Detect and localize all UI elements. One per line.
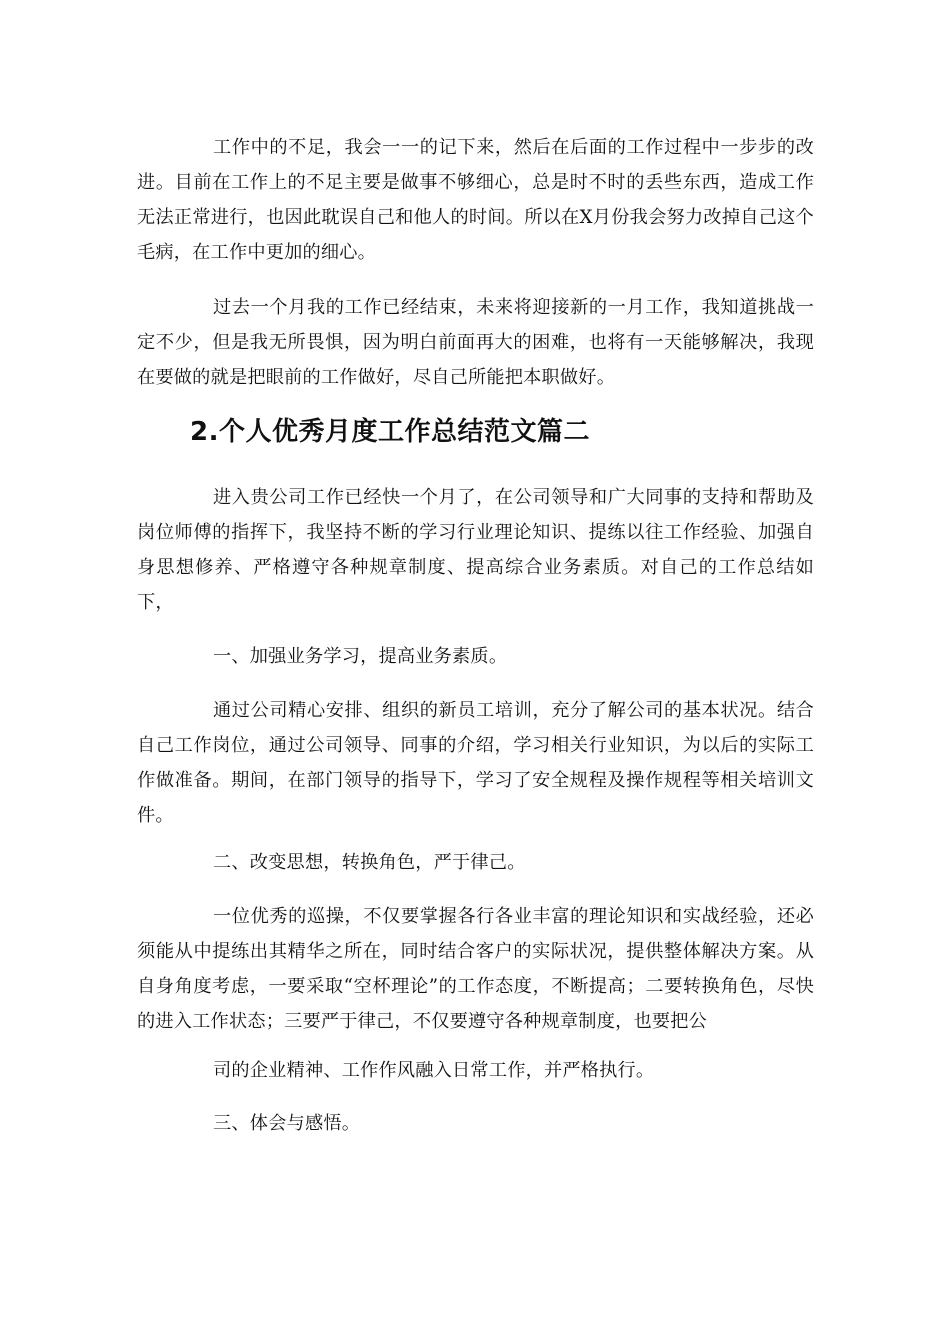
paragraph-section-two-title: 二、改变思想，转换角色，严于律己。 [213, 852, 526, 873]
paragraph-intro: 进入贵公司工作已经快一个月了，在公司领导和广大同事的支持和帮助及岗位师傅的指挥下，我坚持不断的学习行业理论知识、提练以往工作经验、加强自身思想修养、严格遵守各种规章制度、提高综合业务素质。对自己的工作总结如下， [137, 487, 814, 613]
paragraph-section-two-continued: 司的企业精神、工作作风融入日常工作，并严格执行。 [213, 1060, 655, 1081]
paragraph-shortcomings: 工作中的不足，我会一一的记下来，然后在后面的工作过程中一步步的改进。目前在工作上的不足主要是做事不够细心，总是时不时的丢些东西，造成工作无法正常进行，也因此耽误自己和他人的时间。所以在X月份我会努力改掉自己这个毛病，在工作中更加的细心。 [137, 137, 814, 263]
paragraph-past-month: 过去一个月我的工作已经结束，未来将迎接新的一月工作，我知道挑战一定不少，但是我无所畏惧，因为明白前面再大的困难，也将有一天能够解决，我现在要做的就是把眼前的工作做好，尽自己所能把本职做好。 [137, 297, 814, 388]
paragraph-section-three-title: 三、体会与感悟。 [213, 1113, 361, 1134]
section-heading: 2.个人优秀月度工作总结范文篇二 [190, 417, 590, 447]
paragraph-section-one-body: 通过公司精心安排、组织的新员工培训，充分了解公司的基本状况。结合自己工作岗位，通过公司领导、同事的介绍，学习相关行业知识，为以后的实际工作做准备。期间，在部门领导的指导下，学习了安全规程及操作规程等相关培训文件。 [137, 700, 814, 826]
paragraph-section-two-body: 一位优秀的巡操，不仅要掌握各行各业丰富的理论知识和实战经验，还必须能从中提练出其精华之所在，同时结合客户的实际状况，提供整体解决方案。从自身角度考虑，一要采取“空杯理论”的工作态度，不断提高；二要转换角色，尽快的进入工作状态；三要严于律己，不仅要遵守各种规章制度，也要把公 [137, 906, 814, 1032]
paragraph-section-one-title: 一、加强业务学习，提高业务素质。 [213, 646, 508, 667]
